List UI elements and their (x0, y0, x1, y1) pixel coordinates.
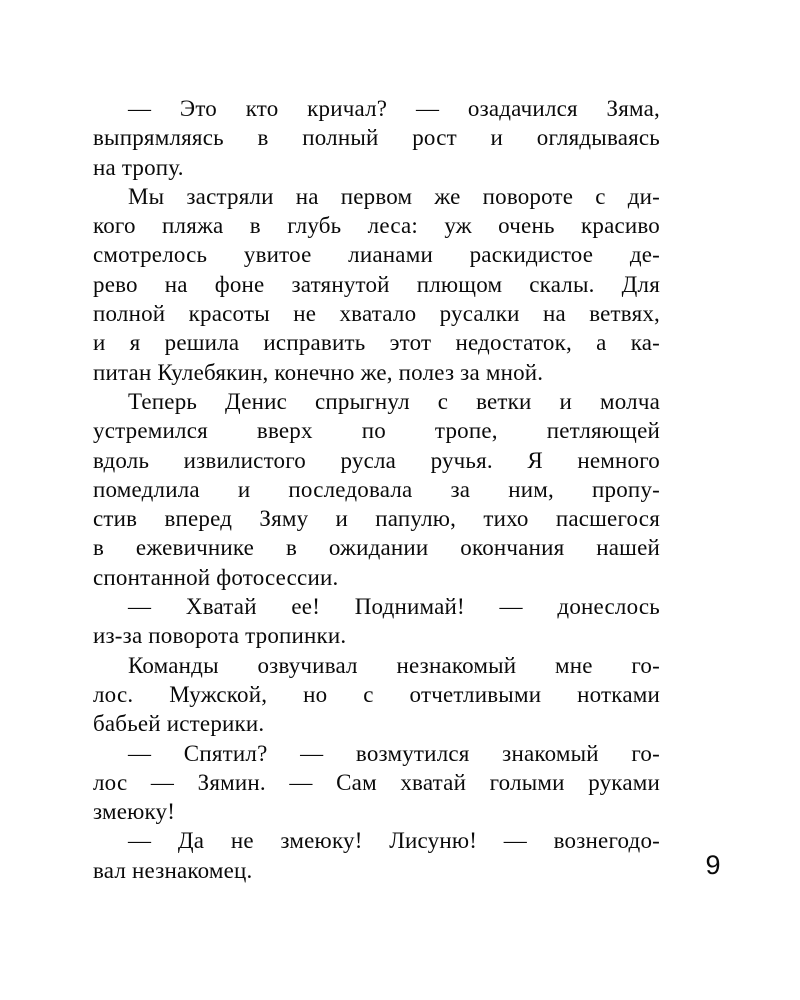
text-line: смотрелось увитое лианами раскидистое де- (93, 242, 660, 268)
page-text (93, 94, 660, 885)
text-line: и я решила исправить этот недостаток, а ка- (93, 330, 660, 356)
text-line: — Спятил? — возмутился знакомый го- (128, 740, 660, 766)
text-line: стив вперед Зяму и папулю, тихо пасшегося (93, 506, 660, 532)
text-line: вдоль извилистого русла ручья. Я немного (93, 447, 660, 473)
text-line: в ежевичнике в ожидании окончания нашей (93, 535, 660, 561)
text-line: из-за поворота тропинки. (93, 623, 347, 649)
text-line: Теперь Денис спрыгнул с ветки и молча (128, 388, 660, 414)
text-line: полной красоты не хватало русалки на ветвях, (93, 301, 660, 327)
text-line: Мы застряли на первом же повороте с ди- (128, 183, 660, 209)
text-line: змеюку! (93, 799, 176, 825)
text-line: лос — Зямин. — Сам хватай голыми руками (93, 769, 660, 795)
text-line: устремился вверх по тропе, петляющей (93, 418, 660, 444)
text-line: — Хватай ее! Поднимай! — донеслось (128, 594, 660, 620)
text-line: лос. Мужской, но с отчетливыми нотками (93, 681, 660, 707)
text-line: выпрямляясь в полный рост и оглядываясь (93, 125, 660, 151)
text-line: на тропу. (93, 154, 184, 180)
text-line: бабьей истерики. (93, 711, 265, 737)
text-line: рево на фоне затянутой плющом скалы. Для (93, 271, 660, 297)
text-line: — Да не змеюку! Лисуню! — вознегодо- (128, 828, 660, 854)
text-line: питан Кулебякин, конечно же, полез за мной. (93, 359, 544, 385)
text-line: спонтанной фотосессии. (93, 564, 339, 590)
text-line: — Это кто кричал? — озадачился Зяма, (128, 96, 660, 121)
text-line: вал незнакомец. (93, 857, 253, 883)
text-line: Команды озвучивал незнакомый мне го- (128, 652, 660, 678)
text-line: кого пляжа в глубь леса: уж очень красиво (93, 213, 660, 239)
text-line: помедлила и последовала за ним, пропу- (93, 476, 660, 502)
page-number: 9 (705, 850, 721, 880)
